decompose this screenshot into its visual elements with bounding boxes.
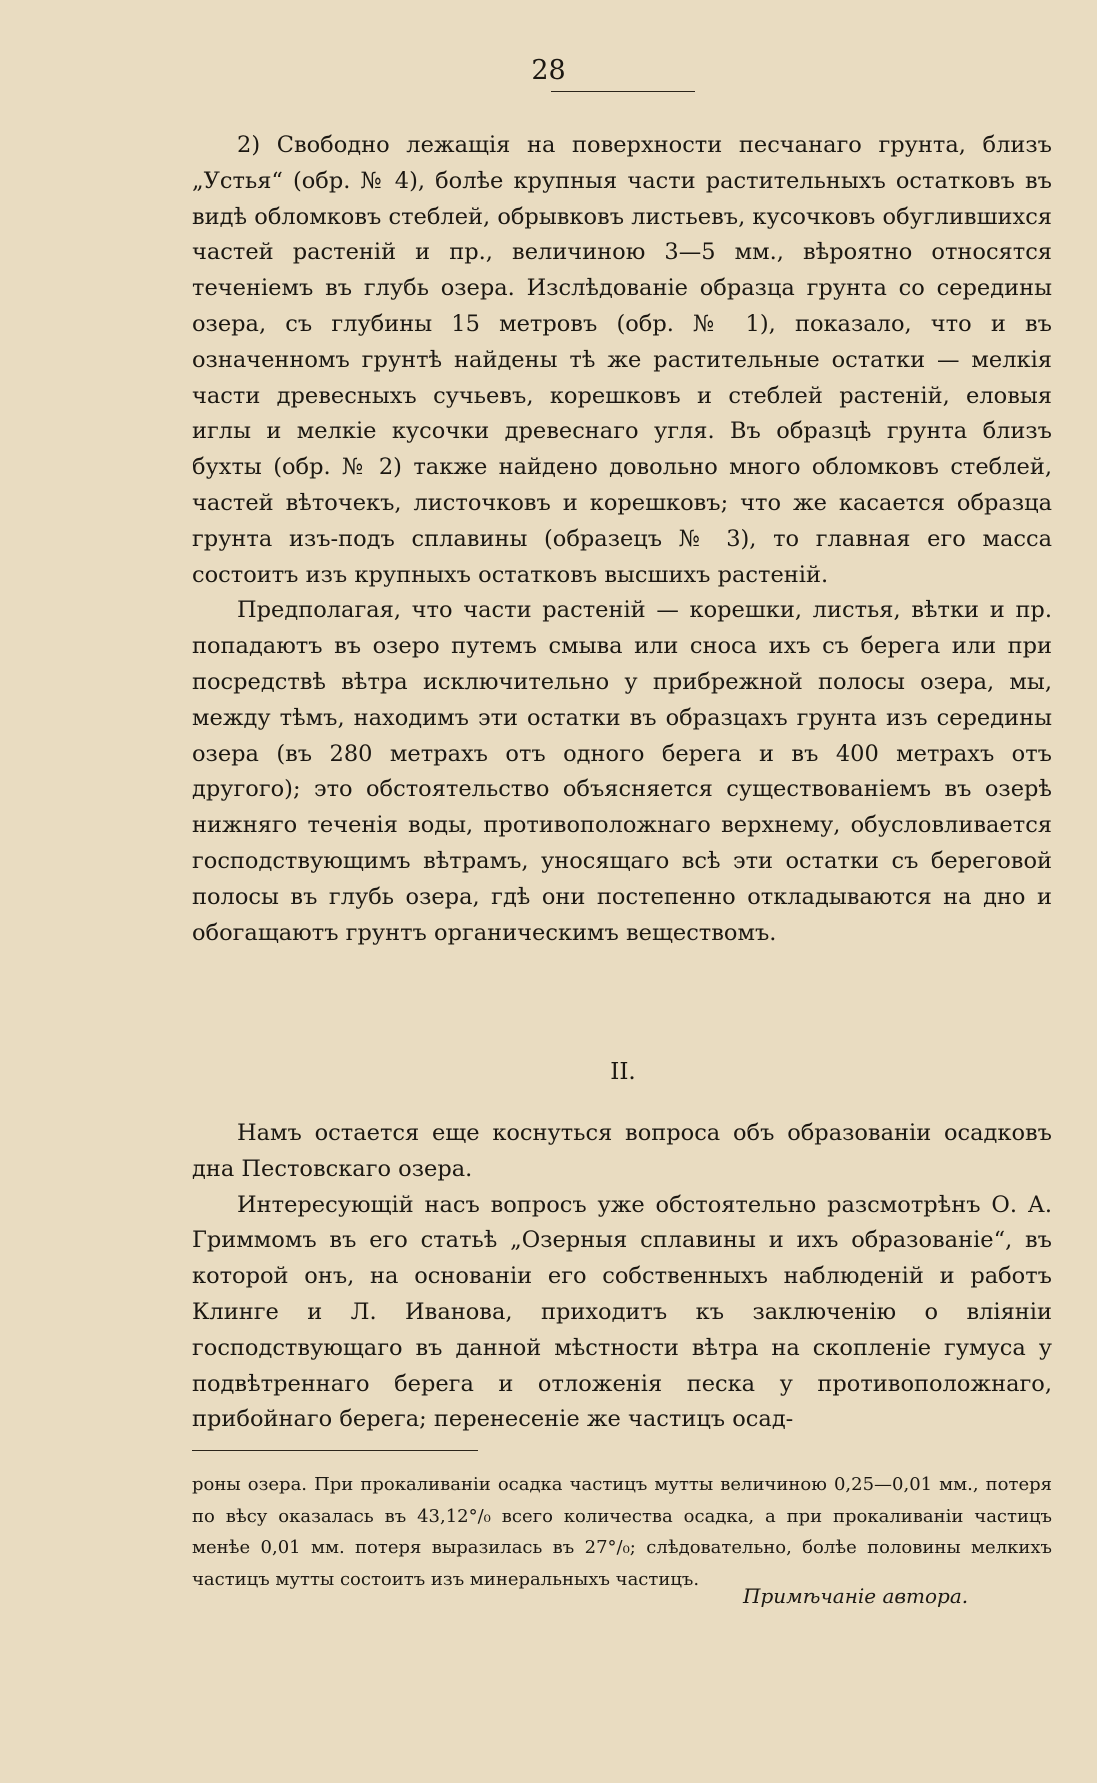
paragraph: 2) Свободно лежащія на поверхности песчанаго грунта, близъ „Устья“ (обр. № 4), болѣе крупныя части растительныхъ остатковъ въ видѣ обломковъ стеблей, обрывковъ листьевъ, кусочковъ обуглившихся частей растеній и пр., величиною 3—5 мм., вѣроятно относятся теченіемъ въ глубь озера. Изслѣдованіе образца грунта со середины озера, съ глубины 15 метровъ (обр. № 1), показало, что и въ означенномъ грунтѣ найдены тѣ же растительные остатки — мелкія части древесныхъ сучьевъ, корешковъ и стеблей растеній, еловыя иглы и мелкіе кусочки древеснаго угля. Въ образцѣ грунта близъ бухты (обр. № 2) также найдено довольно много обломковъ стеблей, частей вѣточекъ, листочковъ и корешковъ; что же касается образца грунта изъ-подъ сплавины (образецъ № 3), то главная его масса состоитъ изъ крупныхъ остатковъ высшихъ растеній.	[192, 132, 1052, 588]
paragraph: Интересующій насъ вопросъ уже обстоятельно разсмотрѣнъ О. А. Гриммомъ въ его статьѣ „Озерныя сплавины и ихъ образованіе“, въ которой онъ, на основаніи его собственныхъ наблюденій и работъ Клинге и Л. Иванова, приходитъ къ заключенію о вліяніи господствующаго въ данной мѣстности вѣтра на скопленіе гумуса у подвѣтреннаго берега и отложенія песка у противоположнаго, прибойнаго берега; перенесеніе же частицъ осад-	[192, 1191, 1052, 1433]
paragraph: Намъ остается еще коснуться вопроса объ образованіи осадковъ дна Пестовскаго озера.	[192, 1120, 1052, 1182]
body-text-block-2	[192, 1116, 1052, 1438]
section-heading: II.	[610, 1059, 636, 1085]
body-text-block-1	[192, 128, 1052, 951]
footnote-rule	[192, 1450, 478, 1451]
footnote-text: роны озера. При прокаливаніи осадка частицъ мутты величиною 0,25—0,01 мм., потеря по вѣсу оказалась въ 43,12°/₀ всего количества осадка, а при прокаливаніи частицъ менѣе 0,01 мм. потеря выразилась въ 27°/₀; слѣдовательно, болѣе половины мелкихъ частицъ мутты состоитъ изъ минеральныхъ частицъ.	[192, 1474, 1052, 1590]
header-rule	[551, 91, 695, 92]
paragraph: Предполагая, что части растеній — корешки, листья, вѣтки и пр. попадаютъ въ озеро путемъ смыва или сноса ихъ съ берега или при посредствѣ вѣтра исключительно у прибрежной полосы озера, мы, между тѣмъ, находимъ эти остатки въ образцахъ грунта изъ середины озера (въ 280 метрахъ отъ одного берега и въ 400 метрахъ отъ другого); это обстоятельство объясняется существованіемъ въ озерѣ нижняго теченія воды, противоположнаго верхнему, обусловливается господствующимъ вѣтрамъ, уносящаго всѣ эти остатки съ береговой полосы въ глубь озера, гдѣ они постепенно откладываются на дно и обогащаютъ грунтъ органическимъ веществомъ.	[192, 597, 1052, 946]
page-number: 28	[531, 55, 566, 86]
footnote-signature: Примѣчаніе автора.	[743, 1584, 969, 1608]
